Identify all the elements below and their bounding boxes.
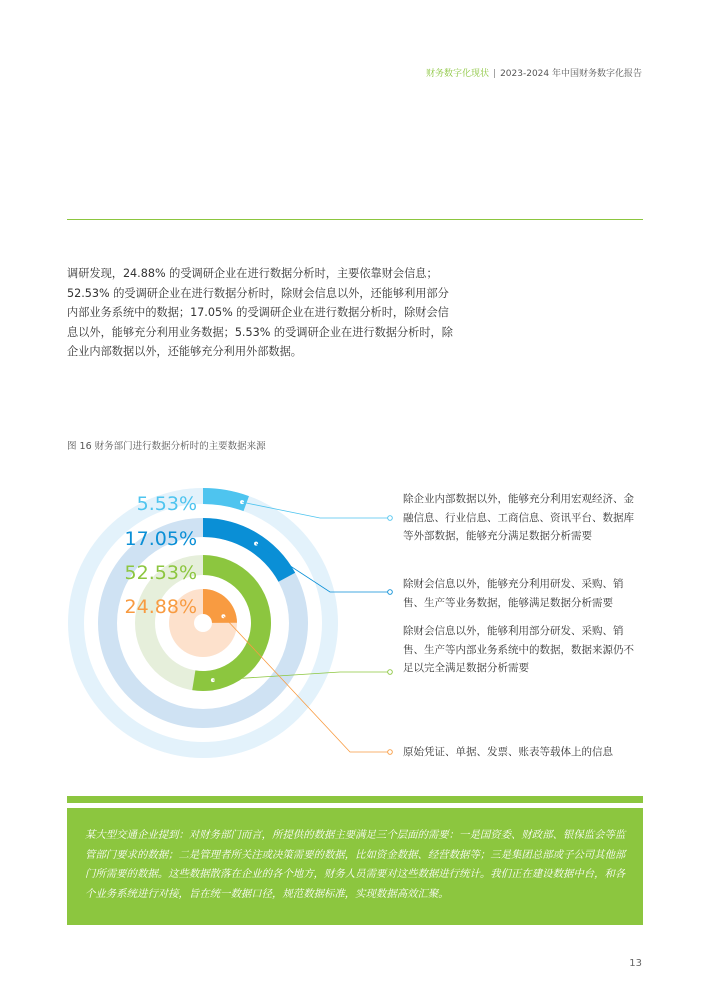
leader-end-2 [388, 590, 393, 595]
quote-callout [67, 803, 643, 925]
body-paragraph: 调研发现，24.88% 的受调研企业在进行数据分析时，主要依靠财会信息；52.53% 的受调研企业在进行数据分析时，除财会信息以外，还能够利用部分内部业务系统中的数据；17.05% 的受调研企业在进行数据分析时，除财会信息以外，能够充分利用业务数据；5.53% 的受调研企业在进行数据分析时，除企业内部数据以外，还能够充分利用外部数据。 [67, 267, 453, 358]
divider-rule [67, 219, 643, 220]
running-header [426, 66, 642, 79]
leader-end-3 [388, 670, 393, 675]
figure-caption: 图 16 财务部门进行数据分析时的主要数据来源 [67, 441, 266, 452]
page-number: 13 [629, 958, 642, 969]
value-label-2: 17.05% [124, 528, 197, 550]
chart-center [196, 616, 210, 630]
leader-end-1 [388, 516, 393, 521]
series-description-1: 除企业内部数据以外，能够充分利用宏观经济、金融信息、行业信息、工商信息、资讯平台、数据库等外部数据，能够充分满足数据分析需要 [403, 493, 634, 542]
header-separator: | [493, 69, 497, 79]
header-section: 财务数字化现状 [426, 69, 490, 79]
value-label-1: 5.53% [136, 493, 197, 515]
value-label-3: 52.53% [124, 562, 197, 584]
series-description-3: 除财会信息以外，能够利用部分研发、采购、销售、生产等内部业务系统中的数据，数据来源仍不足以完全满足数据分析需要 [403, 625, 634, 674]
callout-text: 某大型交通企业提到：对财务部门而言，所提供的数据主要满足三个层面的需要：一是国资委、财政部、银保监会等监管部门要求的数据；二是管理者所关注或决策需要的数据，比如资金数据、经营数据等；三是集团总部或子公司其他部门所需要的数据。这些数据散落在企业的各个地方，财务人员需要对这些数据进行统计。我们正在建设数据中台，和各个业务系统进行对接，旨在统一数据口径，规范数据标准，实现数据高效汇聚。 [85, 829, 626, 900]
header-report-title: 2023-2024 年中国财务数字化报告 [500, 69, 642, 79]
value-label-4: 24.88% [124, 596, 197, 618]
series-description-2: 除财会信息以外，能够充分利用研发、采购、销售、生产等业务数据，能够满足数据分析需要 [403, 578, 624, 609]
leader-end-4 [388, 750, 393, 755]
series-description-4: 原始凭证、单据、发票、账表等载体上的信息 [403, 746, 613, 758]
